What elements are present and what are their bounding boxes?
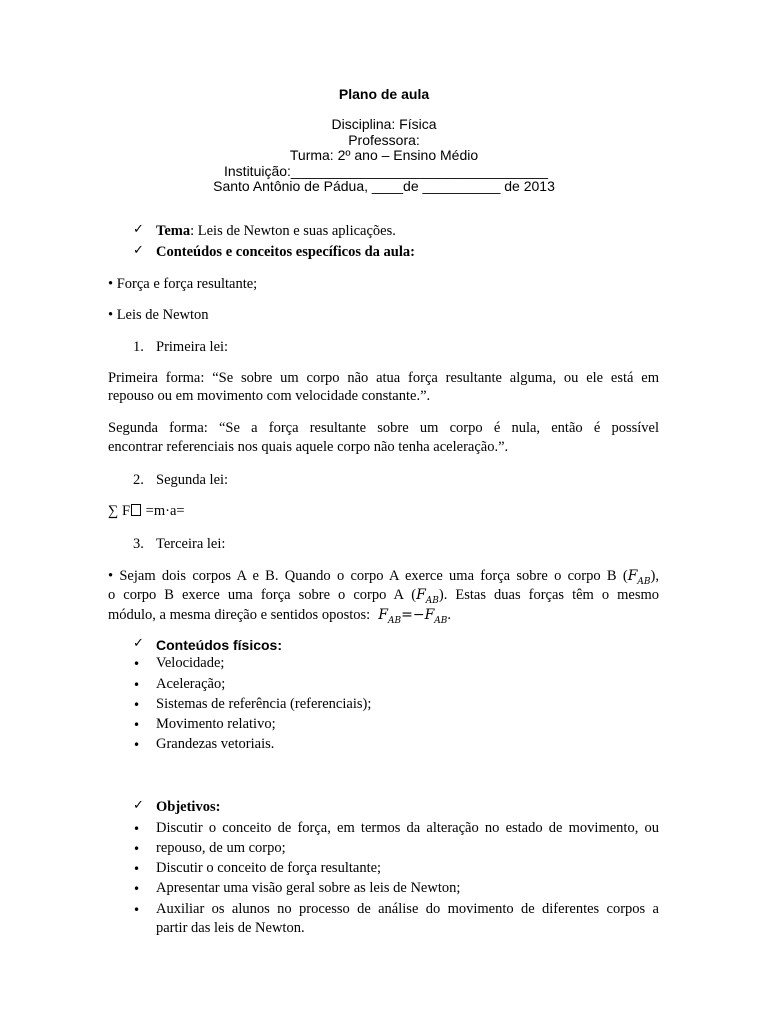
list-item: Discutir o conceito de força, em termos da alteração no estado de movimento, ou: [156, 820, 659, 836]
objectives-label: Objetivos:: [156, 799, 221, 815]
physics-contents-label: Conteúdos físicos:: [156, 637, 283, 653]
bullet-icon: •: [133, 862, 141, 876]
check-icon: ✓: [133, 798, 144, 813]
second-form-line-2: encontrar referenciais nos quais aquele corpo não tenha aceleração.”.: [108, 439, 509, 455]
first-law-heading: Primeira lei:: [156, 339, 229, 355]
specific-contents-label: Conteúdos e conceitos específicos da aula:: [156, 244, 415, 260]
bullet-icon: •: [133, 882, 141, 896]
institution-line: Instituição:_________________________________: [224, 163, 548, 179]
third-law-line-3-text: módulo, a mesma direção e sentidos opostos:: [108, 607, 371, 623]
list-item: Sistemas de referência (referenciais);: [156, 696, 372, 712]
third-law-line-3: [108, 607, 451, 626]
formula-sum: ∑ F: [108, 503, 131, 519]
third-law-line-1-end: ),: [650, 568, 659, 584]
third-law-line-1-text: • Sejam dois corpos A e B. Quando o corpo A exerce uma força sobre o corpo B (: [108, 568, 628, 584]
first-law-number: 1.: [133, 339, 144, 355]
second-law-number: 2.: [133, 472, 144, 488]
place-date-line: Santo Antônio de Pádua, ____de __________ de 2013: [213, 178, 555, 194]
first-form-line-1: Primeira forma: “Se sobre um corpo não atua força resultante alguma, ou ele está em: [108, 370, 659, 386]
list-item: repouso, de um corpo;: [156, 840, 286, 856]
second-form-line-1: Segunda forma: “Se a força resultante sobre um corpo é nula, então é possível: [108, 420, 659, 436]
third-law-line-3-end: .: [447, 607, 452, 623]
teacher-line: Professora:: [348, 132, 420, 148]
document-title: Plano de aula: [338, 86, 430, 102]
bullet-icon: •: [133, 822, 141, 836]
list-item: Grandezas vetoriais.: [156, 736, 275, 752]
check-icon: ✓: [133, 636, 144, 651]
second-law-heading: Segunda lei:: [156, 472, 229, 488]
bullet-icon: •: [133, 903, 141, 917]
formula-rest: =m·a=: [142, 503, 185, 519]
discipline-line: Disciplina: Física: [331, 116, 437, 132]
force-ab-symbol: $F_{AB}$: [627, 568, 651, 587]
list-item: Auxiliar os alunos no processo de análise do movimento de diferentes corpos a: [156, 901, 659, 917]
check-icon: ✓: [133, 222, 144, 237]
check-icon: ✓: [133, 243, 144, 258]
list-item: Velocidade;: [156, 655, 225, 671]
list-item: Movimento relativo;: [156, 716, 276, 732]
bullet-icon: •: [133, 678, 141, 692]
third-law-heading: Terceira lei:: [156, 536, 226, 552]
topic-label: Tema: [156, 223, 191, 239]
list-item: Apresentar uma visão geral sobre as leis de Newton;: [156, 880, 461, 896]
force-ab-symbol: $F_{AB}$: [416, 587, 439, 606]
missing-glyph-icon: [131, 504, 141, 516]
topic-line: [156, 223, 396, 240]
bullet-icon: •: [133, 698, 141, 712]
second-law-formula: [108, 503, 185, 520]
third-law-number: 3.: [133, 536, 144, 552]
bullet-icon: •: [133, 657, 141, 671]
first-form-line-2: repouso ou em movimento com velocidade constante.”.: [108, 388, 431, 404]
topic-text: : Leis de Newton e suas aplicações.: [190, 223, 396, 239]
bullet-icon: •: [133, 842, 141, 856]
third-law-line-2-text: o corpo B exerce uma força sobre o corpo A (: [108, 587, 417, 603]
topic-newton-laws: • Leis de Newton: [108, 307, 209, 323]
bullet-icon: •: [133, 718, 141, 732]
third-law-equation: $F_{AB}=-F_{AB}$: [378, 607, 448, 626]
third-law-line-2: [108, 587, 659, 606]
list-item: Aceleração;: [156, 676, 226, 692]
list-item: Discutir o conceito de força resultante;: [156, 860, 382, 876]
third-law-line-2-end: ). Estas duas forças têm o mesmo: [438, 587, 659, 603]
list-item-continuation: partir das leis de Newton.: [156, 920, 305, 936]
bullet-icon: •: [133, 738, 141, 752]
third-law-line-1: [108, 568, 659, 587]
class-line: Turma: 2º ano – Ensino Médio: [289, 147, 479, 163]
topic-force: • Força e força resultante;: [108, 276, 258, 292]
